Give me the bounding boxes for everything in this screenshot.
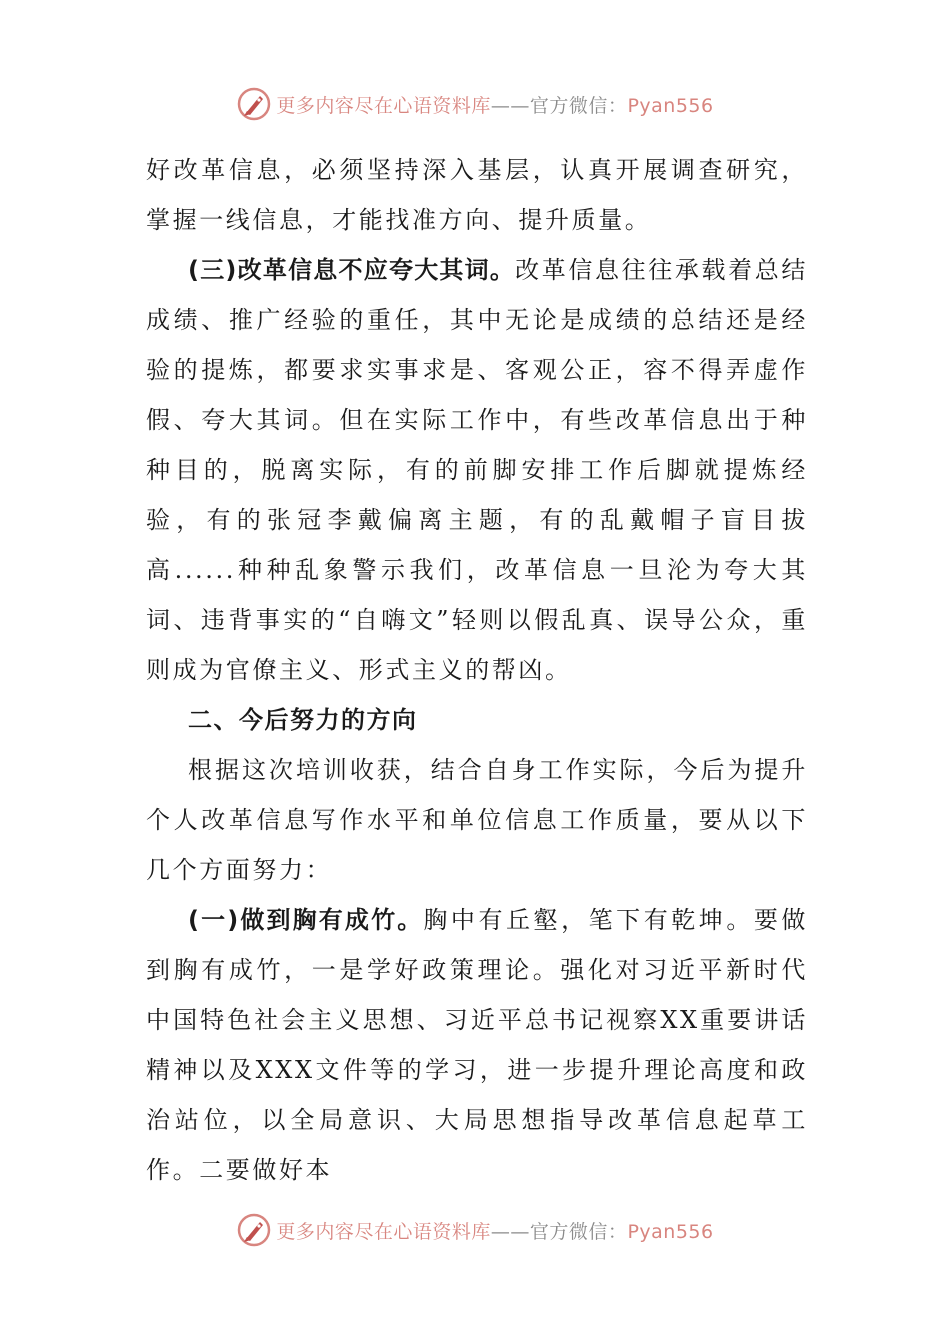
watermark-wechat-id: Pyan556 bbox=[627, 94, 714, 117]
watermark-main-text: 更多内容尽在心语资料库 bbox=[276, 1220, 491, 1243]
watermark-sub-text: ——官方微信： bbox=[490, 1220, 628, 1243]
section-3-title: (三)改革信息不应夸大其词。 bbox=[188, 256, 516, 284]
section-1-title: (一)做到胸有成竹。 bbox=[188, 906, 424, 934]
paragraph-intro: 根据这次培训收获，结合自身工作实际，今后为提升个人改革信息写作水平和单位信息工作质量，要从以下几个方面努力： bbox=[146, 756, 808, 884]
paragraph-section-3 bbox=[146, 245, 808, 695]
section-1-text: 胸中有丘壑，笔下有乾坤。要做到胸有成竹，一是学好政策理论。强化对习近平新时代中国特色社会主义思想、习近平总书记视察XX重要讲话精神以及XXX文件等的学习，进一步提升理论高度和政治站位，以全局意识、大局思想指导改革信息起草工作。二要做好本 bbox=[146, 906, 808, 1184]
paragraph-continuation: 好改革信息，必须坚持深入基层，认真开展调查研究，掌握一线信息，才能找准方向、提升质量。 bbox=[146, 156, 808, 234]
watermark-main-text: 更多内容尽在心语资料库 bbox=[276, 94, 491, 117]
heading-future-direction: 二、今后努力的方向 bbox=[188, 706, 418, 734]
watermark-sub-text: ——官方微信： bbox=[490, 94, 628, 117]
section-3-text: 改革信息往往承载着总结成绩、推广经验的重任，其中无论是成绩的总结还是经验的提炼，都要求实事求是、客观公正，容不得弄虚作假、夸大其词。但在实际工作中，有些改革信息出于种种目的，脱离实际，有的前脚安排工作后脚就提炼经验，有的张冠李戴偏离主题，有的乱戴帽子盲目拔高......种种乱象警示我们，改革信息一旦沦为夸大其词、违背事实的“自嗨文”轻则以假乱真、误导公众，重则成为官僚主义、形式主义的帮凶。 bbox=[146, 256, 808, 684]
watermark-wechat-id: Pyan556 bbox=[627, 1220, 714, 1243]
paragraph-section-1 bbox=[146, 895, 808, 1195]
watermark-footer bbox=[0, 1210, 950, 1250]
watermark-header bbox=[0, 84, 950, 124]
document-body bbox=[146, 145, 808, 1195]
pen-nib-icon bbox=[236, 86, 272, 122]
pen-nib-icon bbox=[236, 1212, 272, 1248]
